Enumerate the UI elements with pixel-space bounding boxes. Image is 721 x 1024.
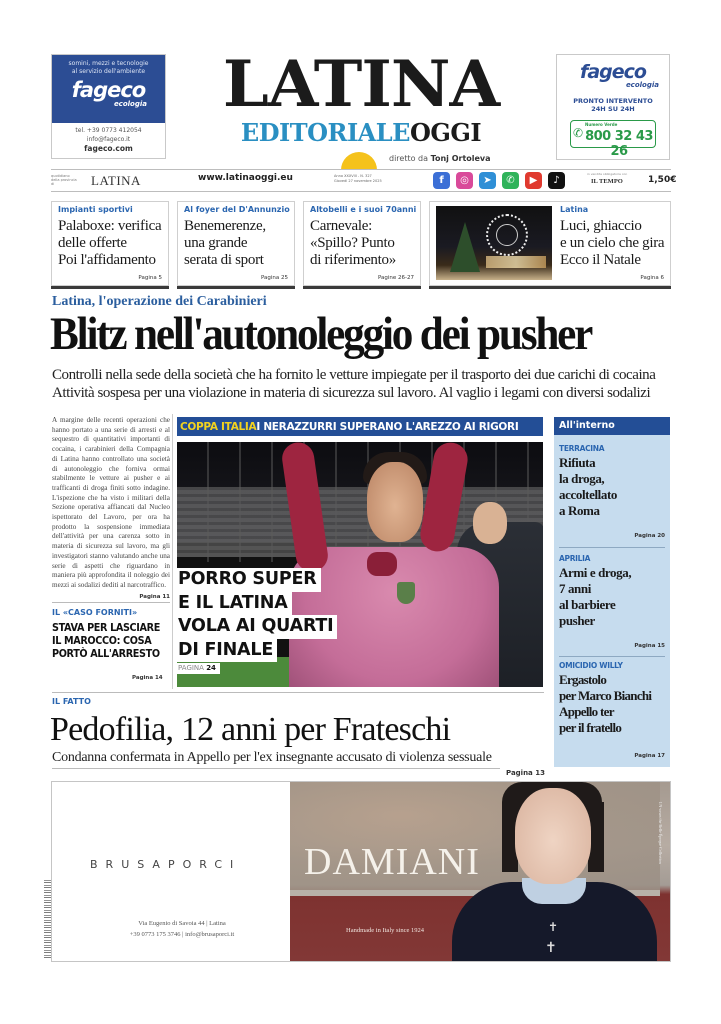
sidebar-kicker: APRILIA — [559, 554, 591, 563]
sidebar-kicker: OMICIDIO WILLY — [559, 661, 623, 670]
sport-photo[interactable] — [177, 442, 543, 687]
teaser-title: Benemerenze, una grande serata di sport — [184, 218, 266, 268]
phone-icon: ✆ — [573, 126, 584, 140]
player-face — [367, 462, 423, 542]
telegram-icon[interactable]: ➤ — [479, 172, 496, 189]
damiani-tagline: Handmade in Italy since 1924 — [346, 927, 424, 934]
sidebar-page: Pagina 20 — [634, 533, 665, 539]
ad-line-2: 24H SU 24H — [591, 105, 635, 113]
lights-shape — [486, 256, 546, 268]
sidebar-title-text: Ergastolo per Marco Bianchi Appello ter per il fratello — [559, 672, 652, 735]
fatto-kicker: IL FATTO — [52, 697, 91, 706]
teaser-kicker: Impianti sportivi — [58, 205, 133, 214]
issue-info — [334, 174, 382, 184]
issue-number: Anno XXXVIII - N. 327 — [334, 174, 372, 178]
ad-phone: tel. +39 0773 412054 — [75, 127, 142, 134]
masthead-rule-bottom — [51, 191, 671, 192]
caso-forniti-page: Pagina 14 — [132, 675, 163, 681]
brusaporci-damiani-ad[interactable] — [51, 781, 671, 962]
whatsapp-icon[interactable]: ✆ — [502, 172, 519, 189]
brusaporci-logo: BRUSAPORCI — [90, 858, 242, 871]
youtube-icon[interactable]: ▶ — [525, 172, 542, 189]
damiani-photo — [290, 782, 671, 962]
facebook-icon[interactable]: f — [433, 172, 450, 189]
director-name: Tonj Ortoleva — [430, 154, 491, 163]
sidebar-item-aprilia[interactable] — [559, 554, 665, 654]
sidebar-divider — [559, 547, 665, 548]
ad-tagline-1: somini, mezzi e tecnologie — [68, 60, 149, 67]
teaser-page: Pagina 5 — [138, 275, 162, 281]
all-interno-sidebar — [554, 417, 670, 767]
fageco-logo-sub: ecologia — [625, 81, 659, 89]
column-rule — [172, 414, 173, 689]
caso-forniti-kicker: IL «CASO FORNITI» — [52, 608, 138, 617]
teaser-title: Luci, ghiaccio e un cielo che gira Ecco il Natale — [560, 218, 665, 268]
sport-bar-text: I NERAZZURRI SUPERANO L'AREZZO AI RIGORI — [256, 421, 519, 433]
info-bar — [51, 172, 677, 190]
teaser-title: Carnevale: «Spillo? Punto di riferimento» — [310, 218, 396, 268]
fageco-ad-left[interactable] — [51, 54, 166, 159]
fatto-rule-top — [52, 692, 544, 693]
lead-body — [52, 416, 170, 602]
province-label: quotidiano della provincia di — [51, 174, 77, 186]
newspaper-title: LATINA — [222, 47, 500, 122]
sidebar-page: Pagina 17 — [634, 753, 665, 759]
teaser-page: Pagina 6 — [640, 275, 664, 281]
lead-headline[interactable]: Blitz nell'autonoleggio dei pusher — [50, 308, 592, 360]
lead-page: Pagina 11 — [139, 593, 170, 600]
caso-forniti-title[interactable]: STAVA PER LASCIARE IL MAROCCO: COSA PORTÒ ALL'ARRESTO — [52, 622, 160, 660]
christmas-tree-shape — [450, 222, 480, 272]
toll-free-label: Numero Verde — [585, 122, 618, 127]
sport-headline: PORRO SUPER E IL LATINA VOLA AI QUARTI DI FINALE — [177, 568, 337, 662]
sidebar-kicker: TERRACINA — [559, 444, 605, 453]
sidebar-title-text: Armi e droga, 7 anni al barbiere pusher — [559, 565, 632, 628]
teaser-kicker: Latina — [560, 205, 589, 214]
sidebar-title: All'interno — [554, 417, 670, 435]
cross-pendant-icon: ✝ — [545, 941, 557, 956]
instagram-icon[interactable]: ◎ — [456, 172, 473, 189]
newspaper-subtitle — [196, 120, 526, 146]
christmas-lights-photo — [436, 206, 552, 280]
teaser-natale[interactable] — [429, 201, 671, 286]
teaser-page: Pagina 25 — [260, 275, 288, 281]
toll-free-number-box — [570, 120, 656, 159]
fatto-rule-bottom — [52, 768, 500, 769]
sport-page: PAGINA 24 — [177, 663, 220, 674]
teaser-kicker: Al foyer del D'Annunzio — [184, 205, 290, 214]
director-line: diretto da Tonj Ortoleva — [389, 154, 491, 163]
fatto-subhead: Condanna confermata in Appello per l'ex insegnante accusato di violenza sessuale — [52, 750, 492, 765]
damiani-logo: DAMIANI — [304, 841, 480, 883]
fageco-logo: fageco — [580, 61, 646, 83]
tiktok-icon[interactable]: ♪ — [548, 172, 565, 189]
ad-tagline-2: al servizio dell'ambiente — [71, 68, 146, 75]
subtitle-editoriale: EDITORIALE — [240, 118, 410, 147]
sport-section-label: COPPA ITALIA — [180, 421, 257, 433]
subtitle-oggi: OGGI — [409, 118, 482, 147]
sidebar-title-text: Rifiuta la droga, accoltellato a Roma — [559, 455, 618, 518]
ferris-wheel-hub — [496, 224, 518, 246]
fageco-logo-sub: ecologia — [113, 100, 147, 108]
sun-logo-icon — [341, 152, 377, 170]
fatto-headline[interactable]: Pedofilia, 12 anni per Frateschi — [50, 711, 451, 748]
issue-date: Giovedì 27 novembre 2025 — [334, 179, 382, 183]
sidebar-page: Pagina 15 — [634, 643, 665, 649]
lead-kicker: Latina, l'operazione dei Carabinieri — [52, 294, 267, 309]
ad-site: fageco.com — [84, 144, 133, 153]
bundle-paper: IL TEMPO — [591, 178, 623, 185]
website-link[interactable]: www.latinaoggi.eu — [198, 173, 293, 183]
lead-body-text: A margine delle recenti operazioni che hanno portato a una serie di arresti e al sequestro di quantitativi importanti di cocaina, i carabinieri della Compagnia di Latina hanno controllato una società di autonoleggio che forniva ormai stabilmente le vetture ai pusher e ai trafficanti di droga finiti sotto indagine. L'ispezione che ha visto i militari della Sezione operativa affiancati dal Nucleo ispettorato del Lavoro, per ora ha prodotto la sospensione immediata dell'attività per una carenza sotto in materia di sicurezza sul lavoro, ma gli investigatori stanno valutando anche una serie di aspetti che riguardano in maniera più approfondita il noleggio dei mezzi ai sodalizi dediti al narcotraffico. — [52, 416, 170, 589]
teaser-title: Palaboxe: verifica delle offerte Poi l'affidamento — [58, 218, 162, 268]
price: 1,50€ — [648, 175, 677, 185]
ad-email: info@fageco.it — [86, 136, 131, 143]
brusaporci-address: Via Eugenio di Savoia 44 | Latina +39 0773 175 3746 | info@brusaporci.it — [129, 920, 235, 938]
sport-section-bar — [177, 417, 543, 437]
model-face — [515, 788, 591, 884]
sidebar-item-terracina[interactable] — [559, 444, 665, 544]
toll-free-number: 800 32 43 26 — [585, 129, 653, 159]
province-name: LATINA — [91, 173, 141, 188]
social-icons — [433, 172, 565, 189]
club-badge-icon — [397, 582, 415, 604]
left-divider — [52, 602, 170, 603]
fageco-logo: fageco — [71, 78, 146, 102]
fageco-ad-right[interactable] — [556, 54, 670, 160]
masthead-rule-top — [51, 169, 671, 170]
teaser-kicker: Altobelli e i suoi 70anni — [310, 205, 417, 214]
damiani-caption: I.N wears the Belle Époque Collection — [658, 802, 663, 864]
ad-line-1: PRONTO INTERVENTO — [573, 97, 653, 105]
sidebar-item-omicidio-willy[interactable] — [559, 661, 665, 761]
teaser-page: Pagine 26-27 — [377, 275, 414, 281]
teaser-carnevale[interactable] — [303, 201, 421, 286]
cross-pendant-icon: ✝ — [548, 920, 559, 934]
teammate-hands — [367, 552, 397, 576]
teammate-head — [473, 502, 507, 544]
teaser-benemerenze[interactable] — [177, 201, 295, 286]
lead-subhead: Controlli nella sede della società che ha fornito le vetture impiegate per il trasporto dei due carichi di cocaina Attività sospesa per una violazione in materia di sicurezza sul lavoro. Al vaglio i legami con diversi sodalizi — [52, 367, 656, 401]
bundle-label: in vendita obbligatoria con — [587, 172, 628, 176]
sidebar-divider — [559, 656, 665, 657]
fatto-page: Pagina 13 — [506, 769, 545, 777]
teaser-palaboxe[interactable] — [51, 201, 169, 286]
